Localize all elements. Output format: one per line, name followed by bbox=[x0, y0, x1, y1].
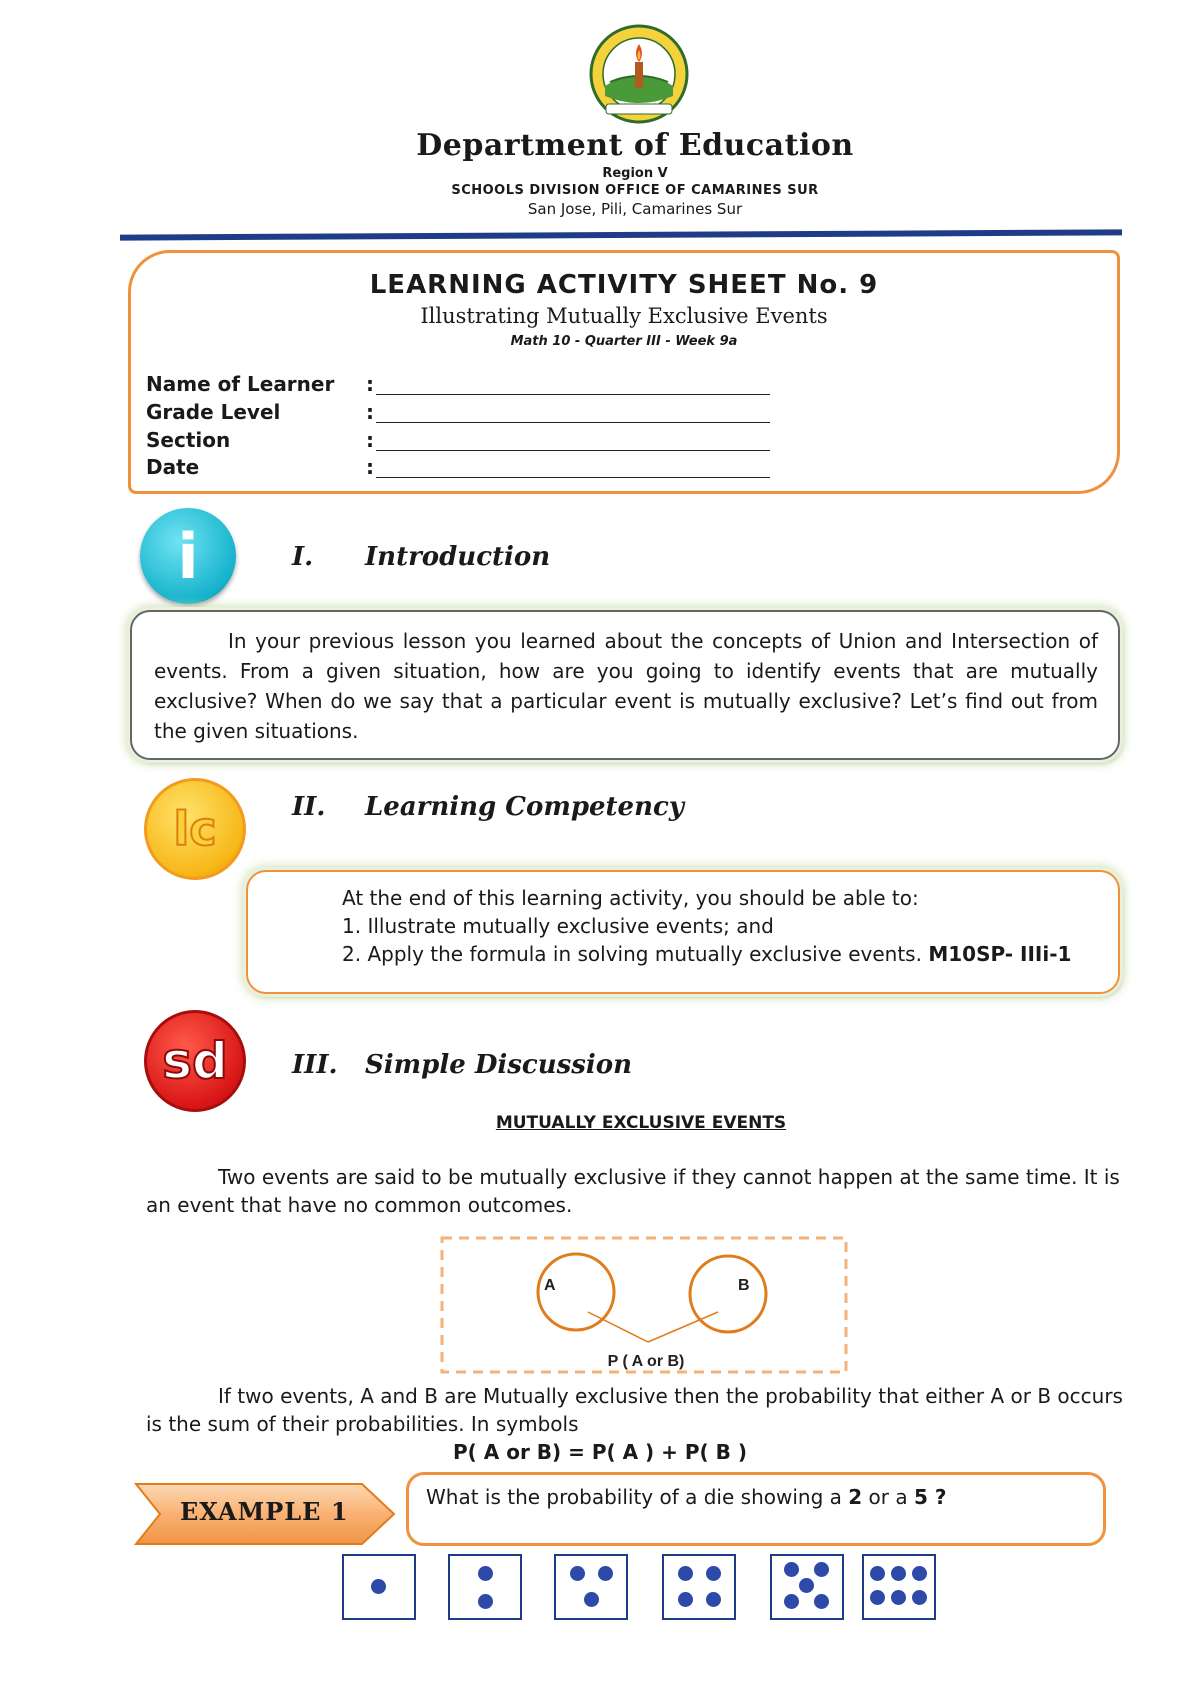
sheet-title: LEARNING ACTIVITY SHEET No. 9 bbox=[369, 270, 879, 300]
competency-item-2 bbox=[342, 940, 1102, 968]
sheet-subtitle: Illustrating Mutually Exclusive Events bbox=[420, 304, 828, 328]
venn-diagram bbox=[440, 1236, 848, 1374]
field-colon: : bbox=[366, 372, 374, 396]
venn-label-a: A bbox=[544, 1277, 556, 1294]
die-pip bbox=[598, 1566, 613, 1581]
field-colon: : bbox=[366, 400, 374, 424]
sd-icon: sd bbox=[144, 1010, 246, 1112]
example-question-box bbox=[406, 1472, 1106, 1546]
introduction-heading bbox=[292, 542, 792, 576]
die-pip bbox=[814, 1594, 829, 1609]
pointer-line-a bbox=[588, 1312, 648, 1342]
name-input-line[interactable] bbox=[376, 394, 770, 395]
example-label: EXAMPLE 1 bbox=[180, 1497, 349, 1526]
example-question bbox=[426, 1485, 1086, 1509]
header-divider bbox=[120, 229, 1122, 240]
discussion-heading bbox=[292, 1050, 892, 1084]
division-label: SCHOOLS DIVISION OFFICE OF CAMARINES SUR bbox=[451, 183, 819, 198]
venn-label-b: B bbox=[738, 1277, 750, 1294]
competency-code: M10SP- IIIi-1 bbox=[928, 942, 1072, 966]
competency-item: 1. Illustrate mutually exclusive events; and bbox=[342, 914, 774, 938]
question-text: or a bbox=[862, 1485, 914, 1509]
die-pip bbox=[870, 1590, 885, 1605]
field-label: Date bbox=[146, 455, 200, 479]
die-pip bbox=[570, 1566, 585, 1581]
die-pip bbox=[912, 1590, 927, 1605]
die-pip bbox=[870, 1566, 885, 1581]
question-mark: ? bbox=[927, 1485, 947, 1509]
field-colon: : bbox=[366, 428, 374, 452]
competency-heading bbox=[292, 792, 892, 826]
grade-input-line[interactable] bbox=[376, 422, 770, 423]
die-pip bbox=[784, 1562, 799, 1577]
question-number-5: 5 bbox=[913, 1485, 928, 1509]
die-pip bbox=[784, 1594, 799, 1609]
section-title: Learning Competency bbox=[365, 792, 684, 822]
die-face-5 bbox=[770, 1554, 844, 1620]
topic-heading: MUTUALLY EXCLUSIVE EVENTS bbox=[495, 1113, 787, 1133]
region-label: Region V bbox=[602, 166, 668, 181]
lc-icon: lc bbox=[144, 778, 246, 880]
section-title: Introduction bbox=[365, 542, 551, 572]
field-grade-level bbox=[146, 400, 786, 426]
introduction-text: In your previous lesson you learned about the concepts of Union and Intersection of events. From a given situation, how are you going to identify events that are mutually exclusive? When do we say that a particular event is mutually exclusive? Let’s find out from the given situations. bbox=[154, 629, 1098, 743]
info-icon: i bbox=[140, 508, 236, 604]
section-input-line[interactable] bbox=[376, 450, 770, 451]
formula: P( A or B) = P( A ) + P( B ) bbox=[453, 1440, 747, 1464]
die-pip bbox=[584, 1592, 599, 1607]
die-pip bbox=[478, 1566, 493, 1581]
question-text: What is the probability of a die showing a bbox=[426, 1485, 849, 1509]
section-number: II. bbox=[292, 792, 326, 822]
address-label: San Jose, Pili, Camarines Sur bbox=[527, 200, 743, 218]
venn-caption: P ( A or B) bbox=[607, 1353, 685, 1370]
field-date bbox=[146, 455, 786, 481]
die-pip bbox=[678, 1592, 693, 1607]
die-pip bbox=[891, 1566, 906, 1581]
field-colon: : bbox=[366, 455, 374, 479]
field-label: Section bbox=[146, 428, 231, 452]
die-pip bbox=[678, 1566, 693, 1581]
die-pip bbox=[814, 1562, 829, 1577]
die-pip bbox=[891, 1590, 906, 1605]
die-face-6 bbox=[862, 1554, 936, 1620]
section-number: III. bbox=[292, 1050, 338, 1080]
die-face-4 bbox=[662, 1554, 736, 1620]
competency-item: 2. Apply the formula in solving mutually exclusive events. bbox=[342, 942, 922, 966]
deped-seal-logo bbox=[580, 24, 698, 124]
die-pip bbox=[706, 1566, 721, 1581]
field-section bbox=[146, 428, 786, 454]
field-name-of-learner bbox=[146, 372, 786, 398]
die-face-3 bbox=[554, 1554, 628, 1620]
die-pip bbox=[912, 1566, 927, 1581]
circle-b bbox=[690, 1256, 766, 1332]
competency-text bbox=[342, 884, 1102, 968]
venn-frame bbox=[442, 1238, 846, 1372]
die-pip bbox=[706, 1592, 721, 1607]
die-pip bbox=[478, 1594, 493, 1609]
die-pip bbox=[371, 1579, 386, 1594]
definition-text: Two events are said to be mutually exclusive if they cannot happen at the same time. It is an event that have no common outcomes. bbox=[146, 1165, 1120, 1217]
rule-text: If two events, A and B are Mutually exclusive then the probability that either A or B occurs is the sum of their probabilities. In symbols bbox=[146, 1384, 1123, 1436]
sheet-meta: Math 10 - Quarter III - Week 9a bbox=[510, 334, 738, 349]
die-face-1 bbox=[342, 1554, 416, 1620]
die-face-2 bbox=[448, 1554, 522, 1620]
date-input-line[interactable] bbox=[376, 477, 770, 478]
field-label: Grade Level bbox=[146, 400, 281, 424]
field-label: Name of Learner bbox=[146, 372, 335, 396]
department-name: Department of Education bbox=[416, 128, 854, 163]
section-number: I. bbox=[292, 542, 314, 572]
die-pip bbox=[799, 1578, 814, 1593]
question-number-2: 2 bbox=[848, 1485, 863, 1509]
section-title: Simple Discussion bbox=[365, 1050, 633, 1080]
competency-intro: At the end of this learning activity, you should be able to: bbox=[342, 886, 919, 910]
